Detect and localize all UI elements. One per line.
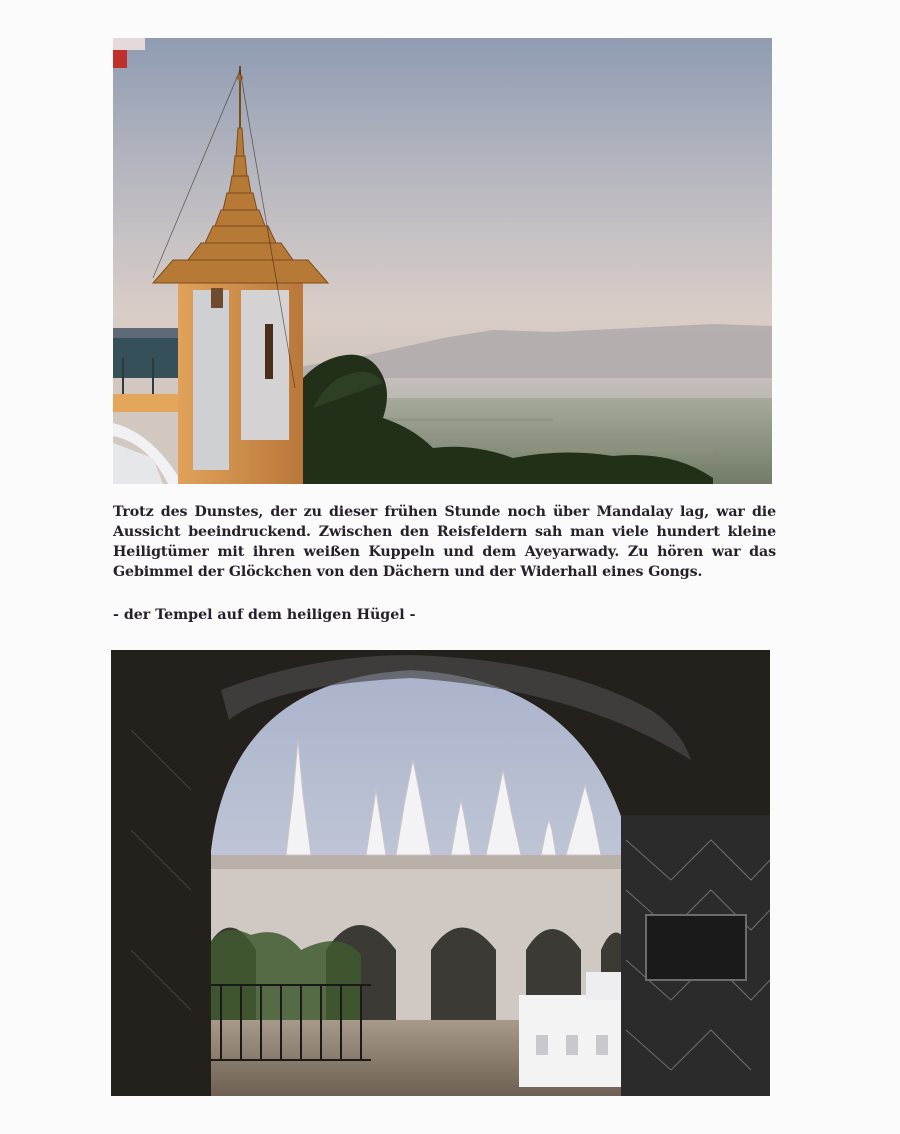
photo-temple-arch	[111, 650, 770, 1096]
photo-pagoda-landscape-art	[113, 38, 772, 484]
photo-pagoda-landscape	[113, 38, 772, 484]
photo-temple-arch-art	[111, 650, 770, 1096]
caption-paragraph: Trotz des Dunstes, der zu dieser frühen Stunde noch über Mandalay lag, war die Aussicht beeindruckend. Zwischen den Reisfeldern sah man viele hundert kleine Heiligtümer mit ihren weißen Kuppeln und dem Ayeyarwady. Zu hören war das Gebimmel der Glöckchen von den Dächern und der Widerhall eines Gongs.	[113, 504, 776, 580]
caption-subtitle: - der Tempel auf dem heiligen Hügel -	[113, 607, 416, 623]
